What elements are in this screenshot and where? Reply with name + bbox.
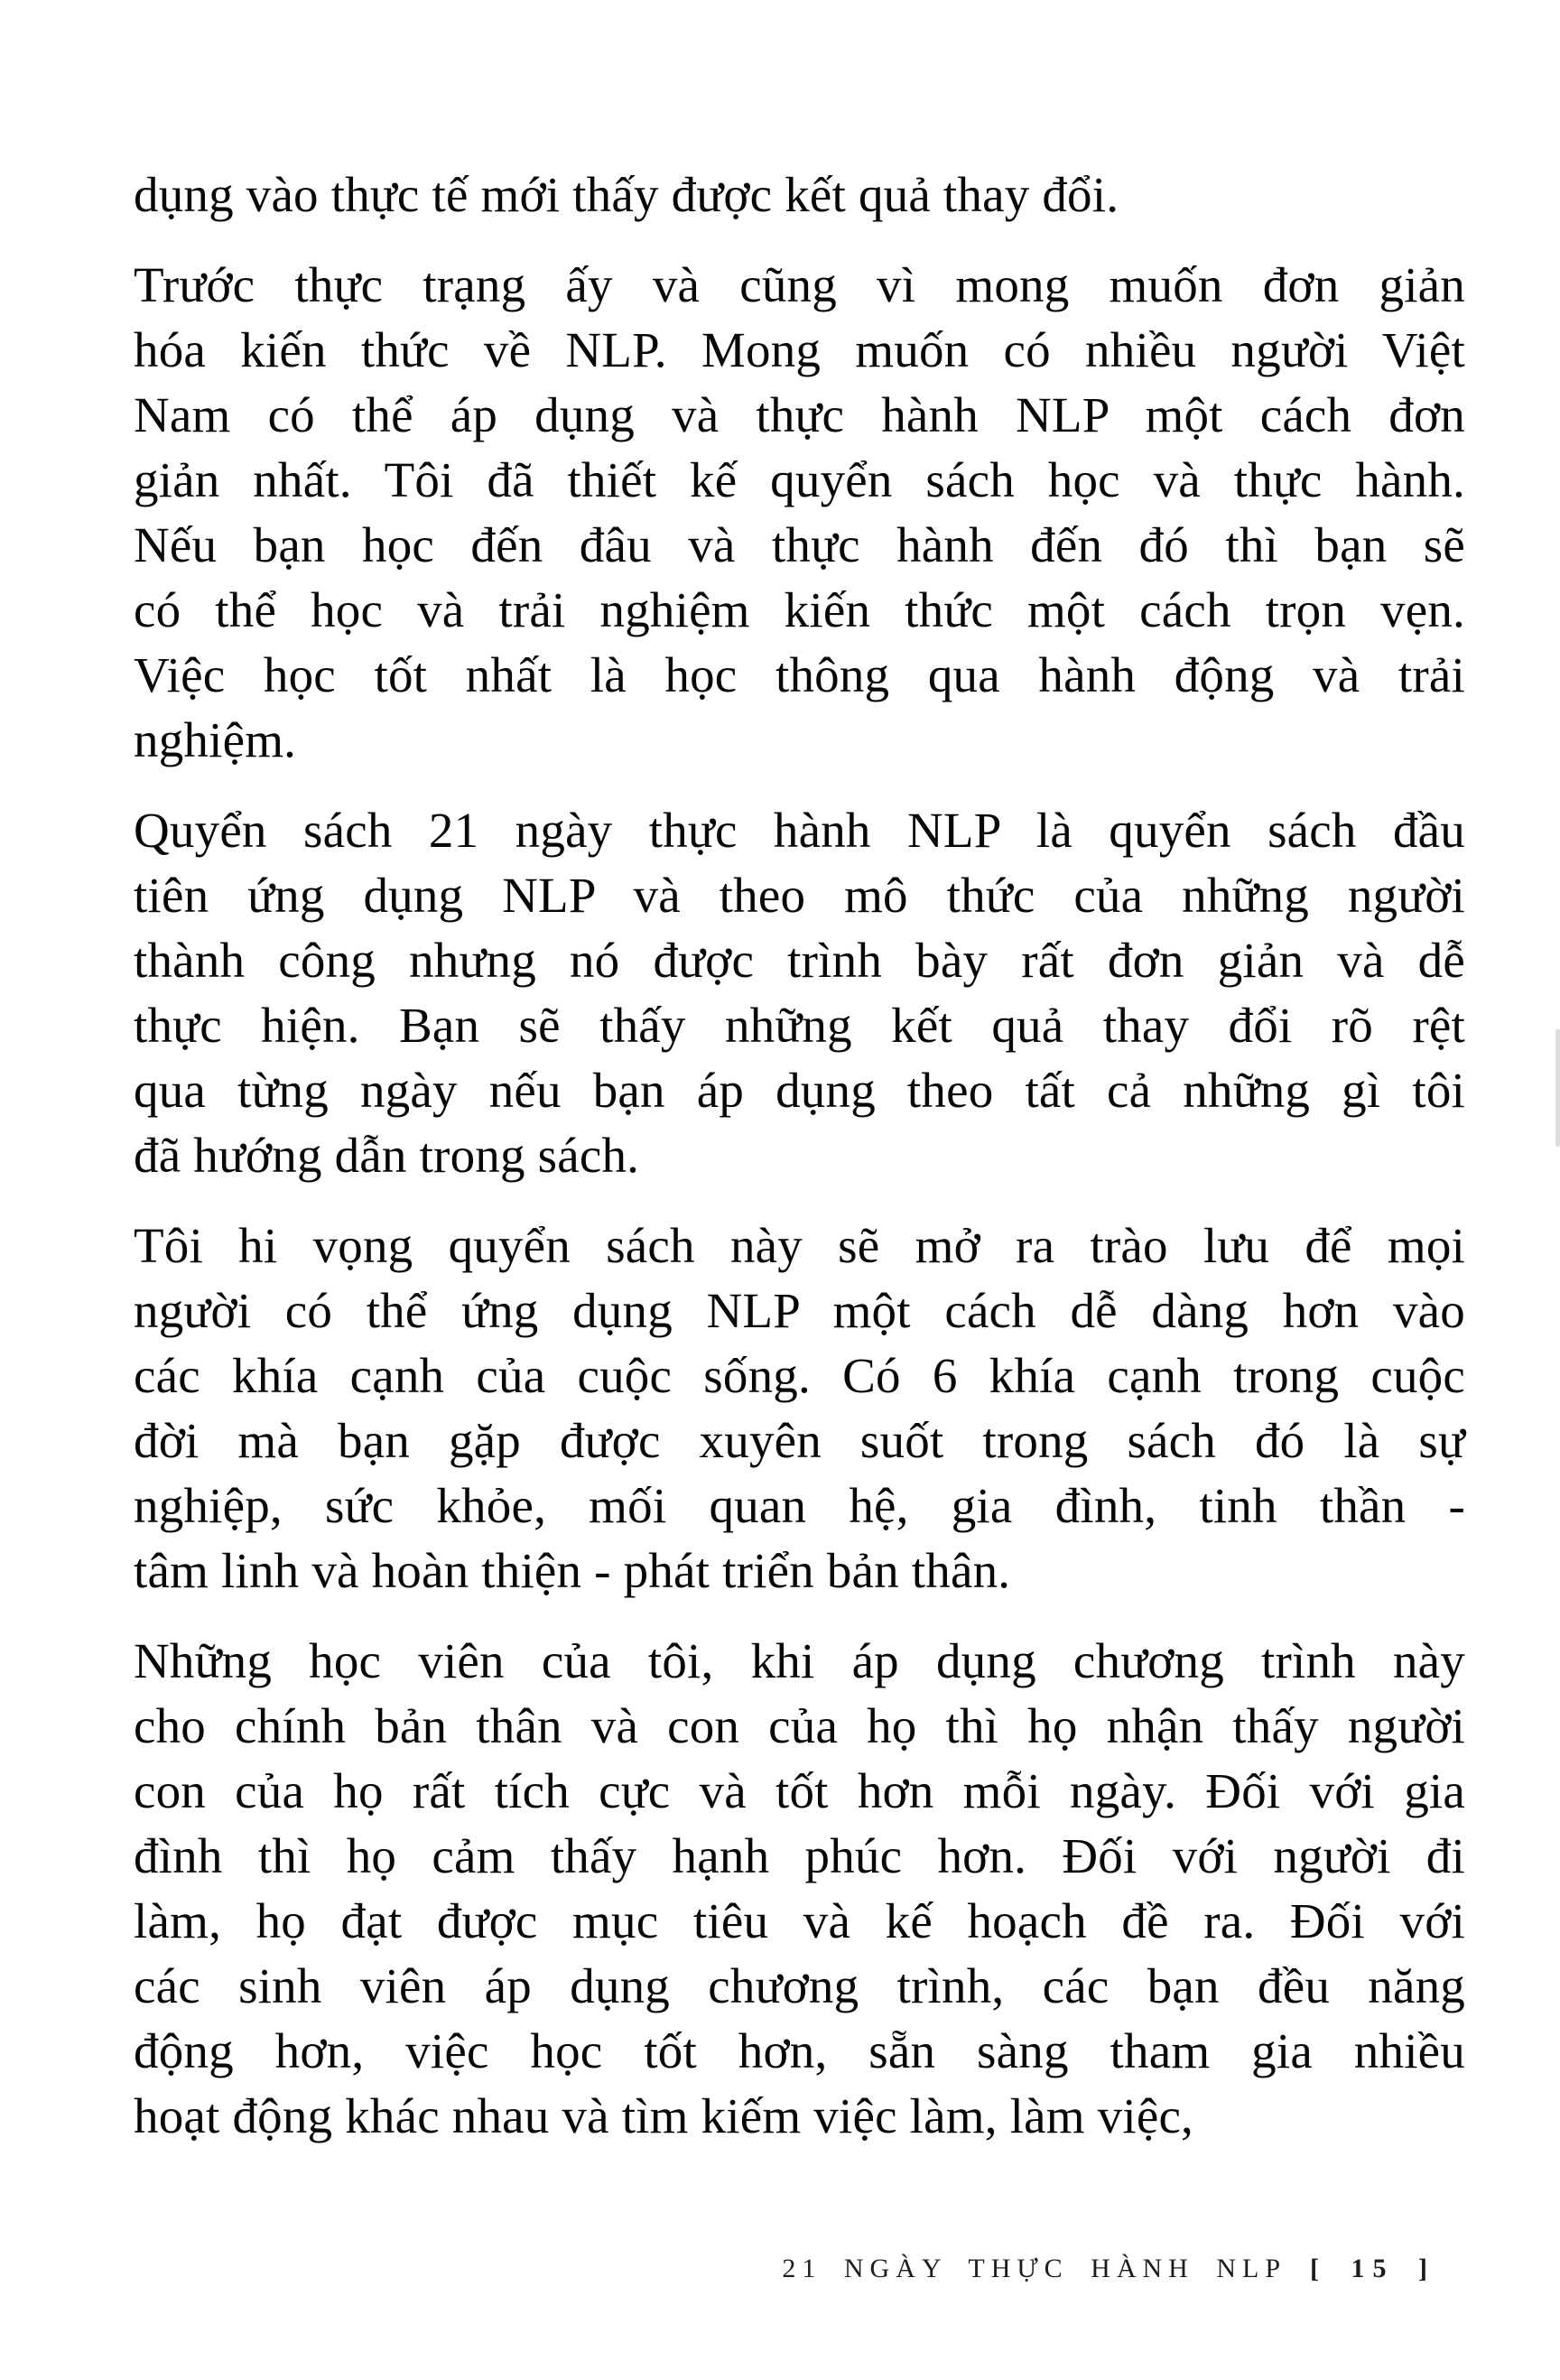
text-line: Nếu bạn học đến đâu và thực hành đến đó thì bạn sẽ bbox=[134, 517, 1465, 572]
text-line: giản nhất. Tôi đã thiết kế quyển sách học và thực hành. bbox=[134, 452, 1465, 507]
text-line: người có thể ứng dụng NLP một cách dễ dàng hơn vào bbox=[134, 1283, 1465, 1338]
paragraph bbox=[134, 163, 1465, 228]
text-line: Những học viên của tôi, khi áp dụng chương trình này bbox=[134, 1633, 1465, 1688]
text-line: Quyển sách 21 ngày thực hành NLP là quyển sách đầu bbox=[134, 803, 1465, 858]
text-line: làm, họ đạt được mục tiêu và kế hoạch đề ra. Đối với bbox=[134, 1893, 1465, 1948]
text-line: hóa kiến thức về NLP. Mong muốn có nhiều người Việt bbox=[134, 322, 1465, 377]
paragraph bbox=[134, 253, 1465, 773]
text-line: tiên ứng dụng NLP và theo mô thức của những người bbox=[134, 868, 1465, 923]
text-line: Trước thực trạng ấy và cũng vì mong muốn đơn giản bbox=[134, 257, 1465, 312]
text-line: hoạt động khác nhau và tìm kiếm việc làm, làm việc, bbox=[134, 2088, 1194, 2143]
text-line: thực hiện. Bạn sẽ thấy những kết quả thay đổi rõ rệt bbox=[134, 998, 1465, 1053]
text-line: các khía cạnh của cuộc sống. Có 6 khía cạnh trong cuộc bbox=[134, 1348, 1465, 1403]
footer-book-title: 21 NGÀY THỰC HÀNH NLP bbox=[782, 2254, 1287, 2283]
text-line: các sinh viên áp dụng chương trình, các bạn đều năng bbox=[134, 1958, 1465, 2013]
text-line: đời mà bạn gặp được xuyên suốt trong sách đó là sự bbox=[134, 1413, 1465, 1468]
text-line: tâm linh và hoàn thiện - phát triển bản thân. bbox=[134, 1543, 1011, 1598]
text-line: cho chính bản thân và con của họ thì họ nhận thấy người bbox=[134, 1698, 1465, 1753]
paragraph bbox=[134, 1629, 1465, 2149]
text-line: có thể học và trải nghiệm kiến thức một cách trọn vẹn. bbox=[134, 582, 1465, 637]
running-footer bbox=[782, 2254, 1435, 2284]
text-line: nghiệm. bbox=[134, 712, 297, 767]
paragraph bbox=[134, 1213, 1465, 1604]
text-line: dụng vào thực tế mới thấy được kết quả thay đổi. bbox=[134, 167, 1119, 222]
text-line: nghiệp, sức khỏe, mối quan hệ, gia đình, tinh thần - bbox=[134, 1478, 1465, 1533]
text-line: động hơn, việc học tốt hơn, sẵn sàng tham gia nhiều bbox=[134, 2023, 1465, 2078]
footer-page-number: [ 15 ] bbox=[1310, 2254, 1435, 2283]
text-line: Việc học tốt nhất là học thông qua hành động và trải bbox=[134, 647, 1465, 702]
text-line: đình thì họ cảm thấy hạnh phúc hơn. Đối với người đi bbox=[134, 1828, 1465, 1883]
scan-edge-artifact bbox=[1555, 1029, 1560, 1147]
text-line: đã hướng dẫn trong sách. bbox=[134, 1128, 640, 1183]
text-line: Tôi hi vọng quyển sách này sẽ mở ra trào lưu để mọi bbox=[134, 1218, 1465, 1273]
text-line: qua từng ngày nếu bạn áp dụng theo tất cả những gì tôi bbox=[134, 1063, 1465, 1118]
text-line: Nam có thể áp dụng và thực hành NLP một cách đơn bbox=[134, 387, 1465, 442]
paragraph bbox=[134, 798, 1465, 1188]
text-line: thành công nhưng nó được trình bày rất đơn giản và dễ bbox=[134, 933, 1465, 988]
text-line: con của họ rất tích cực và tốt hơn mỗi ngày. Đối với gia bbox=[134, 1763, 1465, 1818]
body-text bbox=[134, 163, 1465, 2174]
